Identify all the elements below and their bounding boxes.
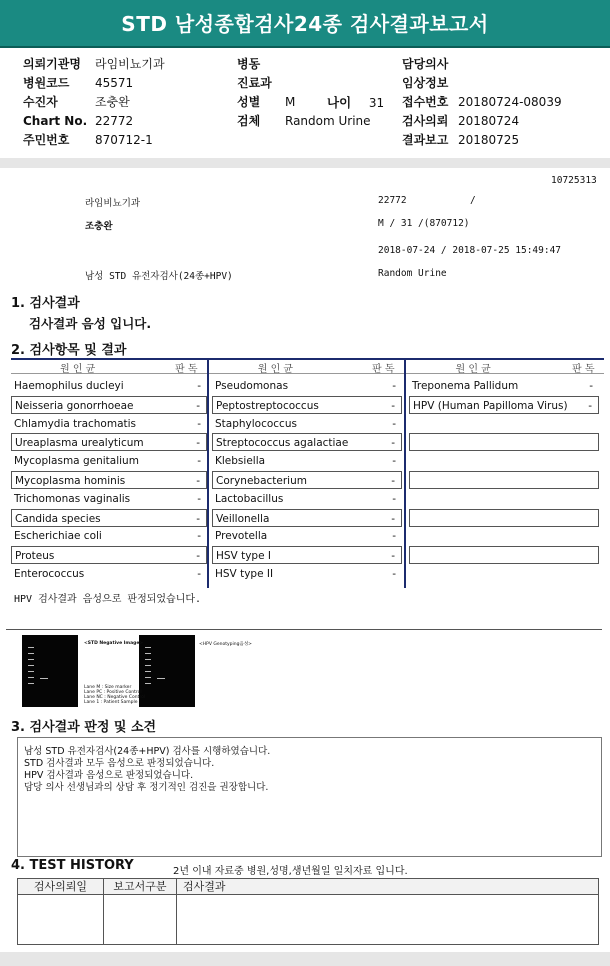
footer-bar [0, 952, 610, 966]
organism-result: - [391, 437, 395, 450]
gel-band [28, 665, 34, 666]
header-col2-label-1: 진료과 [237, 76, 272, 90]
organism-name: Proteus [15, 550, 55, 563]
organism-result: - [588, 399, 592, 412]
gel-image [22, 635, 462, 707]
grid-head-result-3: 판 독 [572, 364, 595, 375]
header-col3-label-3: 검사의뢰 [402, 114, 449, 128]
result-row [11, 452, 207, 470]
age-label: 나이 [327, 95, 352, 110]
organism-result: - [392, 530, 396, 543]
opinion-line: 남성 STD 유전자검사(24종+HPV) 검사를 시행하였습니다. [24, 746, 271, 757]
organism-name: Lactobacillus [215, 492, 284, 505]
header-col2-value-3: Random Urine [285, 114, 371, 128]
organism-name: Haemophilus ducleyi [14, 380, 124, 392]
result-row [409, 396, 599, 414]
organism-result: - [391, 550, 395, 563]
organism-name: Veillonella [216, 512, 270, 525]
image-legend-line: Lane M : Size marker [84, 685, 132, 690]
header-col2-label-0: 병동 [237, 57, 261, 71]
grid-head-rule [11, 373, 604, 374]
section2-title: 2. 검사항목 및 결과 [11, 343, 127, 358]
header-col3-value-4: 20180725 [458, 133, 520, 147]
grid-divider-2 [404, 359, 406, 588]
meta-dates: 2018-07-24 / 2018-07-25 15:49:47 [378, 245, 562, 256]
header-col2-label-2: 성별 [237, 95, 261, 109]
empty-result-row [409, 509, 599, 527]
result-row [212, 490, 402, 508]
organism-name: Streptococcus agalactiae [216, 437, 349, 450]
header-col1-label-0: 의뢰기관명 [23, 57, 81, 71]
empty-result-row [409, 471, 599, 489]
grid-top-rule [11, 358, 604, 360]
result-row [212, 377, 402, 395]
grid-head-name-2: 원 인 균 [257, 364, 294, 375]
organism-result: - [391, 512, 395, 525]
history-divider-2 [176, 879, 177, 944]
organism-result: - [392, 417, 396, 430]
header-col1-label-3: Chart No. [23, 114, 88, 128]
result-row [212, 527, 402, 545]
meta-test-name: 남성 STD 유전자검사(24종+HPV) [85, 271, 233, 282]
organism-result: - [196, 475, 200, 487]
gel-band [28, 677, 34, 678]
result-row [11, 509, 207, 527]
header-divider [0, 158, 610, 168]
empty-result-row [409, 433, 599, 451]
organism-result: - [197, 455, 201, 468]
organism-name: Corynebacterium [216, 475, 307, 487]
gel-band [145, 665, 151, 666]
organism-name: HPV (Human Papilloma Virus) [413, 399, 568, 412]
organism-name: Mycoplasma genitalium [14, 455, 139, 468]
history-col-type: 보고서구분 [104, 879, 176, 895]
organism-result: - [391, 475, 395, 487]
header-col1-value-0: 라임비뇨기과 [95, 57, 165, 71]
age-value: 31 [368, 96, 385, 110]
result-row [11, 546, 207, 564]
result-row [212, 415, 402, 433]
result-row [212, 509, 402, 527]
organism-name: HSV type II [215, 568, 274, 580]
history-divider-1 [103, 879, 104, 944]
organism-name: Prevotella [215, 530, 268, 543]
gel-band [28, 671, 34, 672]
section4-title: 4. TEST HISTORY [11, 858, 134, 873]
result-row [11, 396, 207, 414]
grid-divider-1 [207, 359, 209, 588]
organism-name: Staphylococcus [215, 417, 297, 430]
result-row [11, 565, 207, 583]
organism-result: - [196, 550, 200, 563]
organism-result: - [197, 492, 201, 505]
gel-band [145, 677, 151, 678]
gel-band [40, 678, 48, 679]
image-caption-std: <STD Negative Image> [84, 641, 144, 646]
age-field [327, 93, 384, 113]
gel-band [157, 678, 165, 679]
section1-title: 1. 검사결과 [11, 296, 80, 311]
organism-result: - [197, 380, 201, 392]
opinion-box [17, 737, 602, 857]
header-col3-value-2: 20180724-08039 [458, 95, 562, 109]
gel-band [145, 647, 151, 648]
result-row [11, 433, 207, 451]
grid-head-name-1: 원 인 균 [60, 364, 96, 375]
hpv-note: HPV 검사결과 음성으로 판정되었습니다. [14, 594, 202, 605]
organism-name: Enterococcus [14, 568, 85, 580]
gel-panel-1 [22, 635, 78, 707]
organism-result: - [392, 380, 396, 392]
organism-name: Chlamydia trachomatis [14, 417, 137, 430]
image-caption-hpv: <HPV Genotyping음성> [199, 642, 252, 647]
header-col2-label-3: 검체 [237, 114, 261, 128]
organism-result: - [197, 568, 201, 580]
report-title: STD 남성종합검사24종 검사결과보고서 [121, 12, 489, 36]
meta-patient: 조충완 [85, 221, 113, 232]
meta-chart: 22772 [378, 195, 407, 206]
header-col3-label-1: 임상정보 [402, 76, 449, 90]
header-col2-value-2: M [285, 95, 296, 109]
result-row [11, 471, 207, 489]
grid-head-name-3: 원 인 균 [455, 364, 491, 375]
result-row [409, 377, 599, 395]
report-code: 10725313 [551, 175, 597, 186]
result-row [212, 546, 402, 564]
organism-name: Mycoplasma hominis [15, 475, 126, 487]
grid-head-result-2: 판 독 [372, 364, 395, 375]
organism-name: Escherichiae coli [14, 530, 102, 543]
organism-name: Pseudomonas [215, 380, 289, 392]
organism-name: Candida species [15, 512, 101, 525]
organism-name: Trichomonas vaginalis [14, 492, 131, 505]
organism-result: - [196, 512, 200, 525]
gel-band [28, 653, 34, 654]
result-row [212, 471, 402, 489]
image-rule [6, 629, 602, 630]
result-row [212, 396, 402, 414]
meta-hospital: 라임비뇨기과 [85, 198, 141, 209]
meta-specimen: Random Urine [378, 268, 447, 279]
result-row [11, 527, 207, 545]
header-col1-value-3: 22772 [95, 114, 134, 128]
organism-name: Peptostreptococcus [216, 399, 319, 412]
header-col3-label-0: 담당의사 [402, 57, 449, 71]
gel-band [145, 659, 151, 660]
gel-band [145, 653, 151, 654]
result-row [11, 490, 207, 508]
organism-result: - [196, 399, 200, 412]
organism-result: - [392, 455, 396, 468]
history-col-result: 검사결과 [177, 879, 598, 895]
section1-summary: 검사결과 음성 입니다. [29, 316, 152, 331]
organism-result: - [197, 530, 201, 543]
result-row [212, 452, 402, 470]
organism-name: Klebsiella [215, 455, 266, 468]
header-col3-label-4: 결과보고 [402, 133, 449, 147]
organism-name: Treponema Pallidum [412, 380, 519, 392]
meta-sex-age: M / 31 /(870712) [378, 218, 470, 229]
organism-result: - [392, 568, 396, 580]
image-legend-line: Lane NC : Negative Control [84, 695, 146, 700]
organism-name: Ureaplasma urealyticum [15, 437, 144, 450]
result-row [212, 433, 402, 451]
result-row [11, 377, 207, 395]
empty-result-row [409, 546, 599, 564]
header-col1-label-4: 주민번호 [23, 133, 70, 147]
history-col-date: 검사의뢰일 [18, 879, 103, 895]
organism-result: - [197, 417, 201, 430]
opinion-line: STD 검사결과 모두 음성으로 판정되었습니다. [24, 758, 215, 769]
gel-band [28, 647, 34, 648]
history-table [17, 878, 599, 945]
header-col1-value-4: 870712-1 [95, 133, 153, 147]
organism-result: - [196, 437, 200, 450]
header-col3-value-3: 20180724 [458, 114, 520, 128]
organism-name: HSV type I [216, 550, 271, 563]
header-col1-label-1: 병원코드 [23, 76, 70, 90]
gel-panel-2 [139, 635, 195, 707]
header-col3-label-2: 접수번호 [402, 95, 449, 109]
header-col1-value-1: 45571 [95, 76, 134, 90]
opinion-line: HPV 검사결과 음성으로 판정되었습니다. [24, 770, 194, 781]
gel-band [145, 683, 151, 684]
opinion-line: 담당 의사 선생님과의 상담 후 정기적인 검진을 권장합니다. [24, 782, 269, 793]
result-row [212, 565, 402, 583]
organism-result: - [589, 380, 593, 392]
history-note: 2년 이내 자료중 병원,성명,생년월일 일치자료 입니다. [173, 866, 408, 877]
grid-head-result-1: 판 독 [175, 364, 198, 375]
header-col1-label-2: 수진자 [23, 95, 58, 109]
gel-band [28, 659, 34, 660]
result-row [11, 415, 207, 433]
organism-result: - [392, 492, 396, 505]
image-legend-line: Lane PC : Positive Control [84, 690, 142, 695]
image-legend-line: Lane 1 : Patient Sample [84, 700, 138, 705]
meta-slash: / [470, 195, 476, 206]
organism-name: Neisseria gonorrhoeae [15, 399, 134, 412]
header-col1-value-2: 조충완 [95, 95, 130, 109]
gel-band [145, 671, 151, 672]
organism-result: - [391, 399, 395, 412]
section3-title: 3. 검사결과 판정 및 소견 [11, 720, 157, 735]
gel-band [28, 683, 34, 684]
